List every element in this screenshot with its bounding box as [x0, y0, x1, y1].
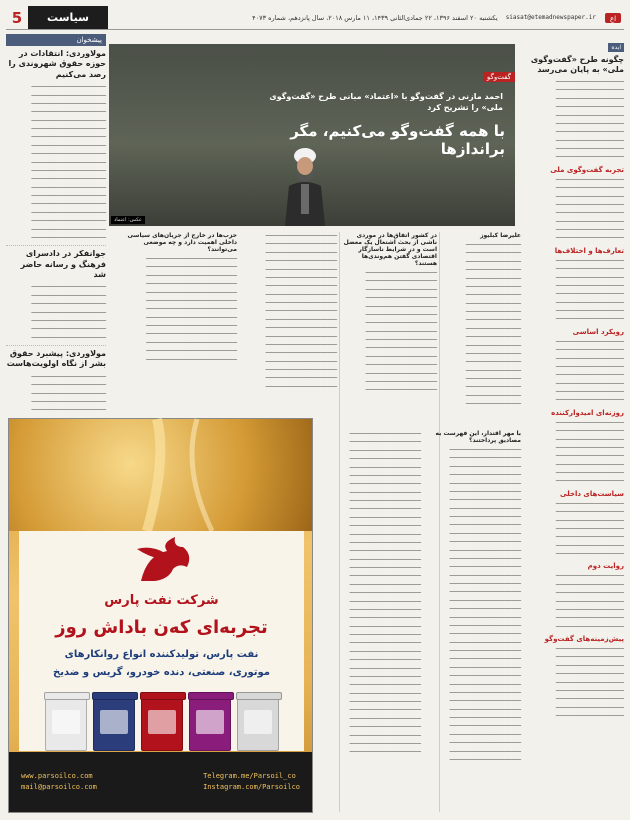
ad-web-contacts	[21, 771, 97, 793]
article-column	[441, 232, 521, 432]
ad-contact-bar	[9, 752, 312, 812]
body-text: ─────────────────────── ─────────────────────── ─────────────────────── ─────────────────────── ─────────────────────── ─────────────────────── ─────────────────────── ─────────────────────── ─────────────────────── ─────────────────────── ─────────────────────── ─────────────────────── ─────────────────────── ─────────────────────── ─────────────────────── ─────────────────────── ─────────────────────── ─────────────────────── ───────────────────────	[31, 84, 106, 241]
divider	[6, 242, 106, 246]
ad-subline: موتوری، صنعتی، دنده خودرو، گریس و ضدیخ	[53, 667, 270, 678]
sub-heading: روزنه‌ای امیدوارکننده	[551, 408, 624, 417]
telegram-link[interactable]: Telegram.me/Parsoil_co	[203, 771, 296, 780]
article-title: چگونه طرح «گفت‌وگوی ملی» به پایان می‌رسد	[530, 55, 624, 74]
article-column	[325, 430, 421, 812]
sub-heading: سیاست‌های داخلی	[560, 489, 624, 498]
sub-heading: تعارف‌ها و اختلاف‌ها	[554, 246, 624, 255]
website-address[interactable]: siasat@etemadnewspaper.ir	[505, 14, 596, 21]
sub-heading: پیش‌زمینه‌های گفت‌وگو	[544, 635, 624, 643]
right-column-article	[526, 34, 624, 812]
oil-pour-image	[9, 419, 312, 531]
website-link[interactable]: www.parsoilco.com	[21, 771, 93, 780]
photo-credit: عکس: اعتماد	[111, 216, 145, 224]
body-text: ───────────────────── ───────────────────── ───────────────────── ───────────────────── ───────────────────── ───────────────────── ───────────────────── ─────────────────────	[555, 419, 624, 485]
interview-question: حزب‌ها در خارج از جریان‌های سیاسی داخلی اهمیت دارد و چه موضعی می‌توانند؟	[127, 232, 237, 253]
ad-subline: نفت پارس، تولیدکننده انواع روانکارهای	[64, 649, 259, 660]
oil-bucket-icon	[141, 695, 183, 751]
byline: علیرضا کبلیوز	[480, 232, 521, 239]
hero-headline: با همه گفت‌وگو می‌کنیم، مگر براندازها	[290, 122, 505, 158]
oil-bucket-icon	[93, 695, 135, 751]
divider	[6, 342, 106, 346]
instagram-link[interactable]: Instagram.com/Parsoilco	[203, 783, 300, 791]
article-column	[117, 232, 237, 432]
issue-date: یکشنبه ۲۰ اسفند ۱۳۹۶، ۲۲ جمادی‌الثانی ۱۴۳۹، ۱۱ مارس ۲۰۱۸، سال پانزدهم، شماره ۴۰۷۳	[252, 13, 498, 22]
oil-bucket-icon	[237, 695, 279, 751]
brief-title: مولاوردی: انتقادات در حوزه حقوق شهروندی را رصد می‌کنیم	[8, 49, 106, 79]
ad-headline: تجربه‌ای که‌ن باداش روز	[55, 617, 268, 638]
brief-title: مولاوردی: پیشبرد حقوق بشر از نگاه اولویت‌هاست	[6, 349, 106, 369]
body-text: ───────────────────── ───────────────────── ───────────────────── ───────────────────── ───────────────────── ───────────────────── ───────────────────── ─────────────────────	[555, 257, 624, 323]
body-text: ───────────────────── ───────────────────── ───────────────────── ───────────────────── ───────────────────── ───────────────────── ───────────────────── ─────────────────────	[555, 176, 624, 242]
column-tag: ایده	[608, 43, 624, 52]
interview-question: با مهر اقتدار، این فهرست به مصادیق پرداختند؟	[435, 430, 521, 444]
body-text: ───────────────────── ───────────────────── ───────────────────── ───────────────────── ───────────────────── ───────────────────── ─────────────────────	[555, 573, 624, 630]
left-column-briefs	[6, 34, 106, 414]
advertisement[interactable]	[8, 418, 313, 813]
body-text: ───────────────── ───────────────── ───────────────── ───────────────── ───────────────── ───────────────── ───────────────── ───────────────── ───────────────── ───────────────── ───────────────── ───────────────── ───────────────── ───────────────── ───────────────── ───────────────── ───────────────── ───────────────── ───────────────── ─────────────────	[465, 242, 521, 408]
body-text: ───────────────────── ───────────────────── ───────────────────── ───────────────────── ───────────────────── ───────────────────── ───────────────────── ─────────────────────	[555, 338, 624, 404]
email-link[interactable]: mail@parsoilco.com	[21, 783, 97, 791]
person-photo-icon	[275, 140, 335, 226]
column-tag: پیشخوان	[6, 34, 106, 46]
brief-title: جوانفکر در دادسرای فرهنگ و رسانه حاضر شد	[20, 249, 106, 280]
ad-social-contacts	[203, 771, 300, 793]
hero-photo	[109, 44, 515, 226]
body-text: ───────────────────── ───────────────────── ───────────────────── ───────────────────── ───────────────────── ───────────────────── ─────────────────────	[555, 500, 624, 557]
ad-company-name: شرکت نفت پارس	[104, 593, 219, 608]
interview-question: در کشور اتفاق‌ها در موردی ناشی از بحث اشتغال یک معضل است و در شرایط ناسازگار اقتصادی گفتن هم‌وندی‌ها هستند؟	[343, 232, 437, 267]
body-text: ────────────────────── ────────────────────── ────────────────────── ────────────────────── ────────────────────── ────────────────────── ────────────────────── ────────────────────── ────────────────────── ────────────────────── ────────────────────── ────────────────────── ────────────────────── ────────────────────── ──────────────────────	[365, 270, 437, 394]
body-text: ──────────────────────────── ──────────────────────────── ──────────────────────────── ──────────────────────────── ──────────────────────────── ──────────────────────────── ──────────────────────────── ──────────────────────────── ──────────────────────────── ──────────────────────────── ──────────────────────────── ──────────────────────────── ────────────────────────────	[146, 256, 237, 363]
pegasus-logo-icon	[121, 535, 211, 587]
dateline	[108, 6, 602, 29]
newspaper-logo	[602, 6, 624, 29]
page-number: 5	[11, 8, 23, 27]
page-header	[6, 6, 624, 30]
section-badge: سیاست	[28, 6, 108, 29]
ad-panel	[19, 531, 304, 751]
sub-heading: رویکرد اساسی	[572, 327, 624, 336]
sub-heading: روایت دوم	[587, 562, 624, 571]
body-text: ────────────────────── ────────────────────── ────────────────────── ────────────────────── ────────────────────── ────────────────────── ────────────────────── ────────────────────── ────────────────────── ────────────────────── ────────────────────── ────────────────────── ────────────────────── ────────────────────── ────────────────────── ────────────────────── ────────────────────── ────────────────────── ────────────────────── ────────────────────── ────────────────────── ────────────────────── ────────────────────── ────────────────────── ────────────────────── ────────────────────── ────────────────────── ────────────────────── ────────────────────── ────────────────────── ────────────────────── ────────────────────── ────────────────────── ────────────────────── ────────────────────── ────────────────────── ────────────────────── ──────────────────────	[449, 447, 521, 763]
svg-text:اع: اع	[609, 14, 617, 23]
body-text: ────────────────────── ────────────────────── ────────────────────── ────────────────────── ────────────────────── ────────────────────── ────────────────────── ────────────────────── ────────────────────── ────────────────────── ────────────────────── ────────────────────── ────────────────────── ────────────────────── ────────────────────── ────────────────────── ────────────────────── ────────────────────── ────────────────────── ────────────────────── ────────────────────── ────────────────────── ────────────────────── ────────────────────── ────────────────────── ────────────────────── ────────────────────── ────────────────────── ────────────────────── ────────────────────── ────────────────────── ────────────────────── ────────────────────── ────────────────────── ────────────────────── ────────────────────── ────────────────────── ────────────────────── ──────────────────────	[349, 431, 421, 756]
article-column	[425, 430, 521, 812]
body-text: ─────────────────────── ─────────────────────── ─────────────────────── ─────────────────────── ─────────────────────── ─────────────────────── ───────────────────────	[31, 284, 106, 341]
article-column	[341, 232, 437, 432]
body-text: ─────────────────────── ─────────────────────── ─────────────────────── ─────────────────────── ───────────────────────	[31, 373, 106, 414]
product-buckets	[27, 687, 297, 751]
oil-bucket-icon	[45, 695, 87, 751]
body-text: ────────────────────── ────────────────────── ────────────────────── ────────────────────── ────────────────────── ────────────────────── ────────────────────── ────────────────────── ────────────────────── ────────────────────── ────────────────────── ────────────────────── ────────────────────── ────────────────────── ────────────────────── ────────────────────── ────────────────────── ────────────────────── ──────────────────────	[265, 233, 337, 390]
body-text: ───────────────────── ───────────────────── ───────────────────── ───────────────────── ───────────────────── ───────────────────── ───────────────────── ───────────────────── ───────────────────── ─────────────────────	[555, 79, 624, 161]
sub-heading: تجربه گفت‌وگوی ملی	[550, 165, 624, 174]
article-column	[241, 232, 337, 432]
hero-tag: گفت‌وگو	[483, 72, 515, 82]
oil-bucket-icon	[189, 695, 231, 751]
body-text: ───────────────────── ───────────────────── ───────────────────── ───────────────────── ───────────────────── ───────────────────── ───────────────────── ───────────────────── ─────────────────────	[555, 646, 624, 719]
oil-stream-icon	[7, 419, 312, 531]
hero-kicker: احمد مازنی در گفت‌وگو با «اعتماد» مبانی طرح «گفت‌وگوی ملی» را تشریح کرد	[269, 92, 503, 112]
